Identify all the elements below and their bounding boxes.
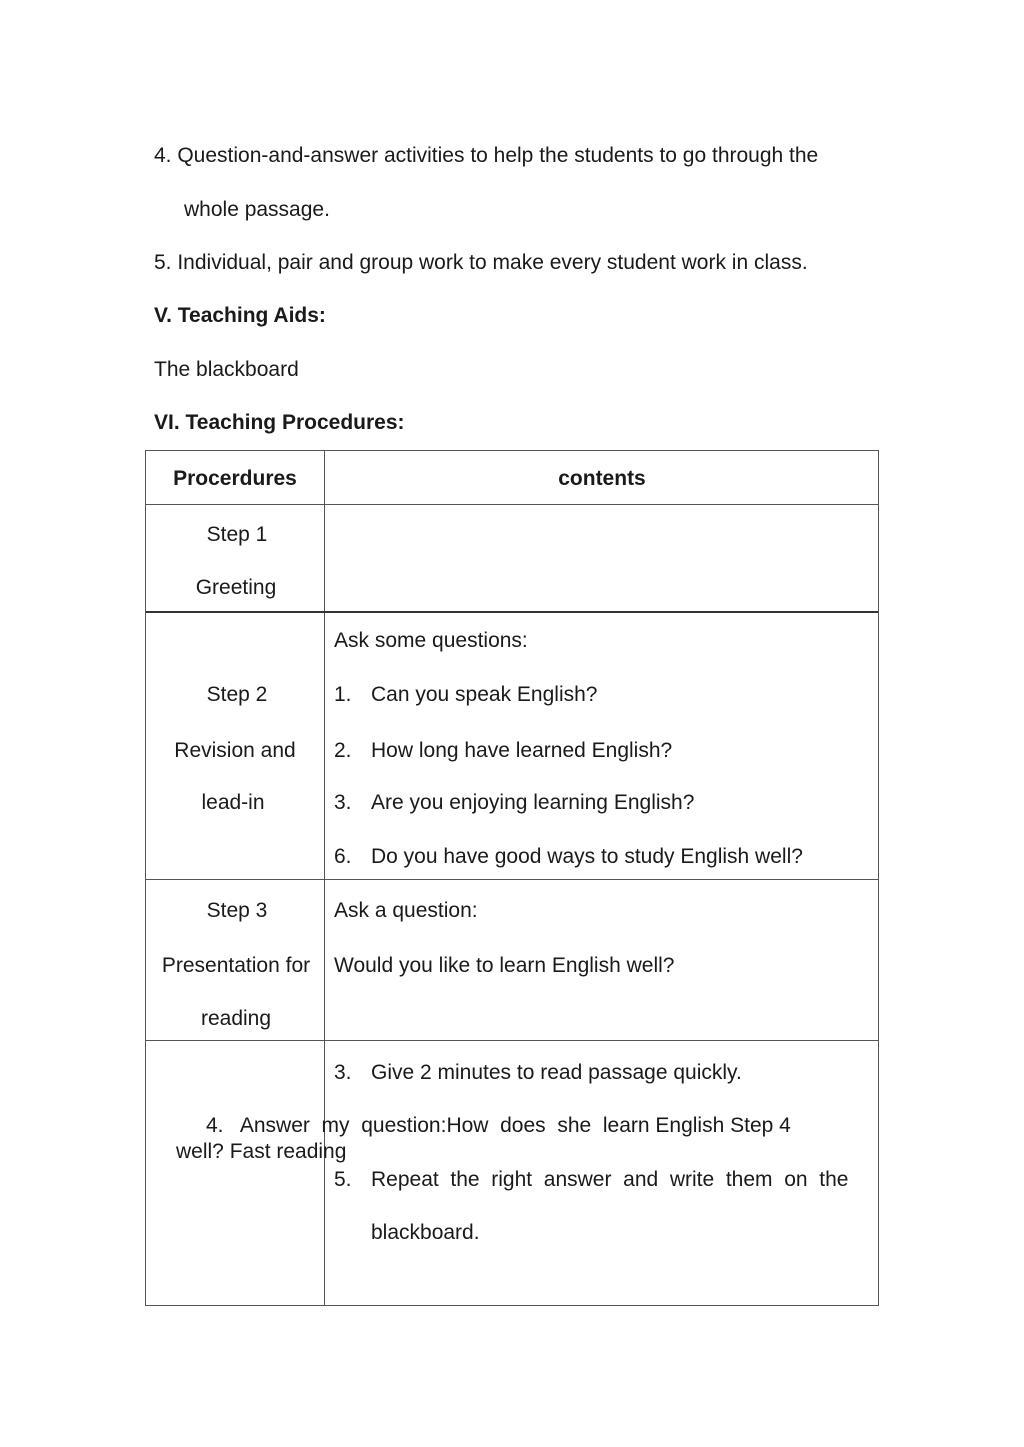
step-2-title-2: lead-in — [201, 791, 265, 814]
item-4-line-1: 4. Question-and-answer activities to help the students to go through the — [154, 144, 819, 167]
step-3-intro: Ask a question: — [334, 899, 478, 922]
list-number: 3. — [334, 791, 352, 814]
procedures-table — [145, 450, 879, 1306]
item-4-line-2: whole passage. — [184, 198, 330, 221]
step-2-intro: Ask some questions: — [334, 629, 528, 652]
item-5: 5. Individual, pair and group work to make every student work in class. — [154, 251, 808, 274]
step-4-overflow-line-2: well? Fast reading — [176, 1140, 347, 1163]
step-4-item-3: Give 2 minutes to read passage quickly. — [371, 1061, 742, 1084]
step-2-title-1: Revision and — [174, 739, 296, 762]
step-4-overflow-line-1: 4. Answer my question:How does she learn English Step 4 — [206, 1114, 791, 1137]
step-3-label: Step 3 — [206, 899, 268, 922]
row-divider — [146, 504, 878, 505]
list-item: How long have learned English? — [371, 739, 673, 762]
step-4-item-5-line-1: Repeat the right answer and write them on the — [371, 1168, 849, 1191]
step-3-question: Would you like to learn English well? — [334, 954, 675, 977]
step-2-label: Step 2 — [206, 683, 268, 706]
list-item: Can you speak English? — [371, 683, 598, 706]
section-6-heading: VI. Teaching Procedures: — [154, 411, 405, 434]
list-number: 1. — [334, 683, 352, 706]
list-number: 5. — [334, 1168, 352, 1191]
list-number: 6. — [334, 845, 352, 868]
section-5-heading: V. Teaching Aids: — [154, 304, 326, 327]
step-3-title-1: Presentation for — [161, 954, 311, 977]
row-divider — [146, 879, 878, 880]
row-divider — [146, 611, 878, 613]
header-contents: contents — [558, 467, 646, 490]
list-number: 3. — [334, 1061, 352, 1084]
list-item: Do you have good ways to study English well? — [371, 845, 803, 868]
header-procedures: Procerdures — [173, 467, 297, 490]
list-item: Are you enjoying learning English? — [371, 791, 695, 814]
step-3-title-2: reading — [200, 1007, 272, 1030]
row-divider — [146, 1040, 878, 1041]
list-number: 2. — [334, 739, 352, 762]
step-1-label: Step 1 — [206, 523, 268, 546]
step-4-item-5-line-2: blackboard. — [371, 1221, 480, 1244]
step-1-title: Greeting — [195, 576, 277, 599]
teaching-aids-text: The blackboard — [154, 358, 299, 381]
